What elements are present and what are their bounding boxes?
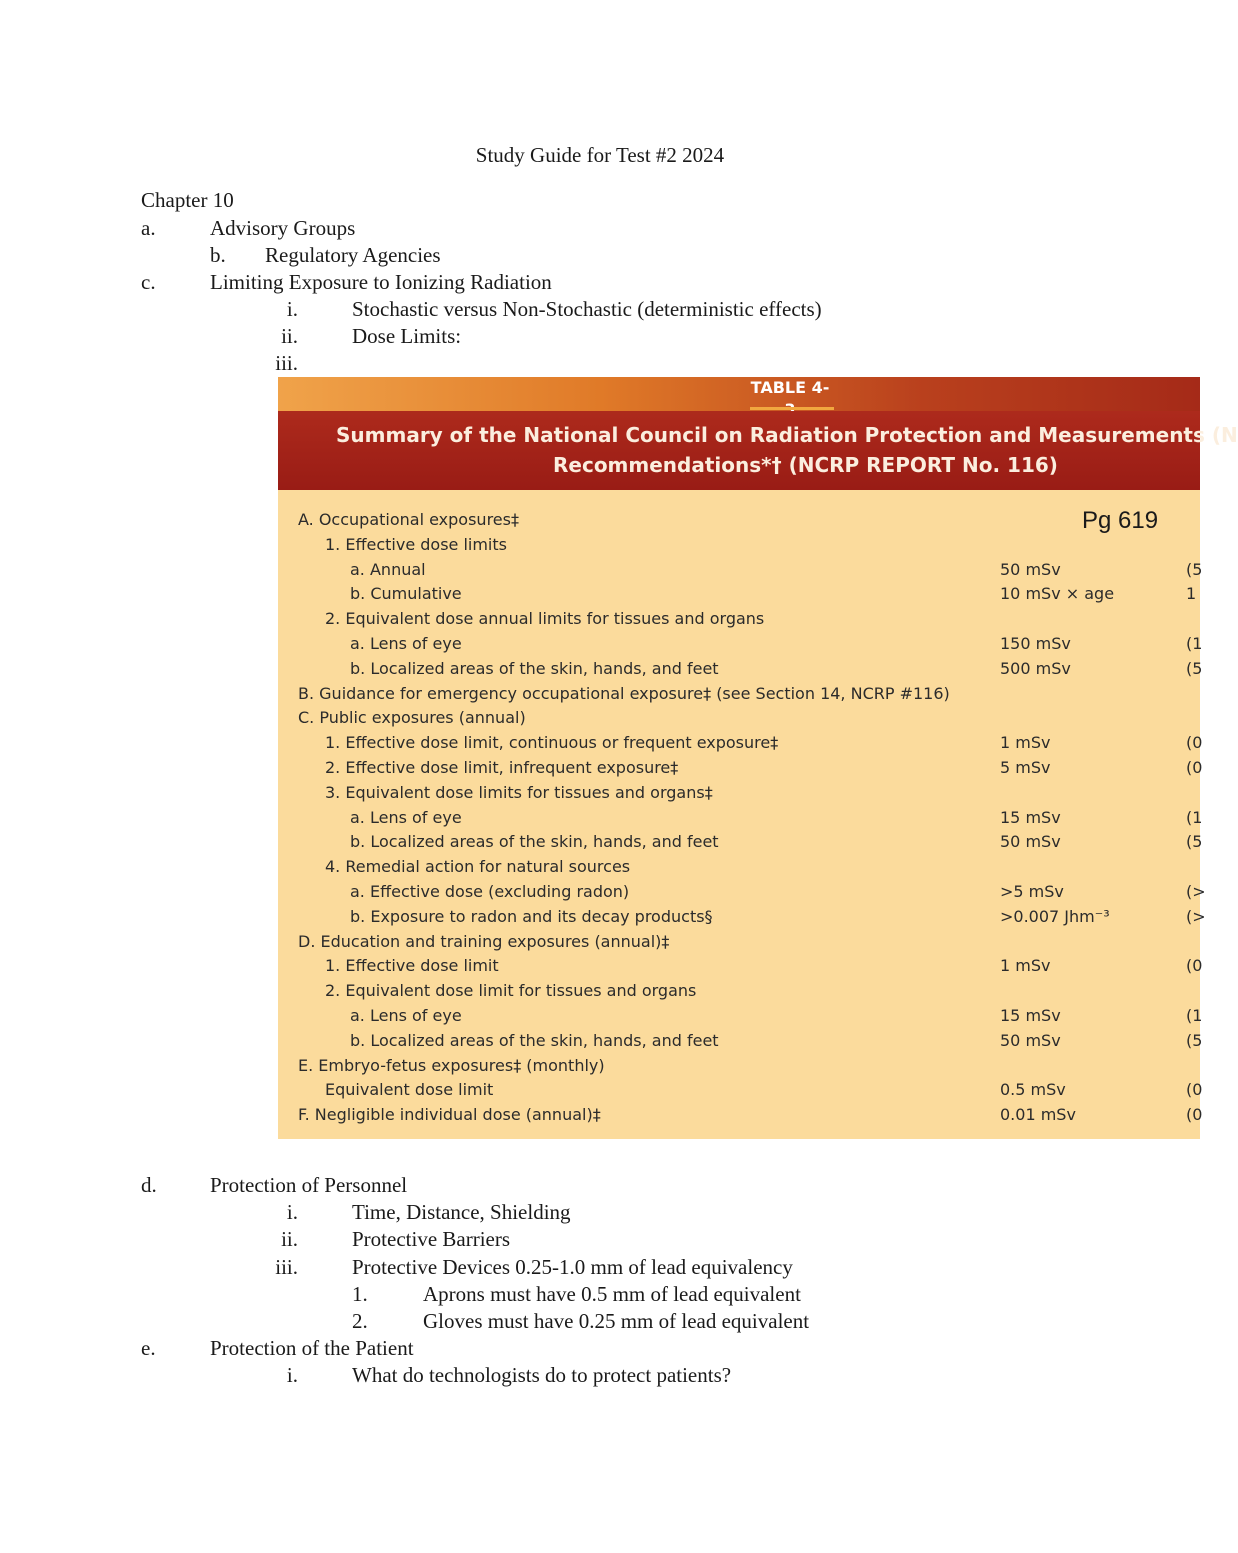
table-row (278, 607, 1200, 631)
list-marker: c. (141, 270, 156, 294)
table-row-label: 1. Effective dose limit, continuous or frequent exposure‡ (325, 733, 779, 753)
table-label-underline (750, 407, 834, 410)
table-row-label: C. Public exposures (annual) (298, 708, 526, 728)
table-row-value-secondary: (0 (1186, 733, 1203, 753)
table-row-value: 15 mSv (1000, 1006, 1061, 1025)
table-row (278, 855, 1200, 879)
list-marker: iii. (275, 351, 298, 375)
table-title-line-1: Summary of the National Council on Radiation Protection and Measurements (N (336, 423, 1238, 447)
list-marker: 1. (352, 1282, 368, 1306)
list-item: Protective Devices 0.25-1.0 mm of lead equivalency (352, 1255, 793, 1279)
table-row-label: 3. Equivalent dose limits for tissues and organs‡ (325, 782, 713, 802)
table-header (278, 411, 1238, 490)
table-row-value: 0.5 mSv (1000, 1080, 1066, 1100)
table-row-label: F. Negligible individual dose (annual)‡ (298, 1105, 601, 1125)
table-row-value-secondary: (1 (1186, 1006, 1203, 1025)
table-row-label: Equivalent dose limit (325, 1080, 494, 1100)
table-row (278, 706, 1200, 730)
table-row-label: a. Lens of eye (350, 807, 462, 827)
table-row-value-secondary: 1 (1186, 584, 1197, 604)
table-row (278, 806, 1203, 830)
page-reference-note: Pg 619 (1082, 507, 1159, 534)
list-item: Limiting Exposure to Ionizing Radiation (210, 270, 552, 294)
table-row-label: A. Occupational exposures‡ (298, 510, 519, 529)
table-row (278, 756, 1203, 780)
list-marker: iii. (275, 1255, 298, 1279)
table-row (278, 1004, 1203, 1028)
table-row (278, 582, 1200, 606)
table-row (278, 682, 1200, 706)
table-row (278, 1103, 1203, 1127)
table-row-value: 15 mSv (1000, 807, 1061, 827)
table-row (278, 880, 1206, 904)
table-row-value-secondary: (5 (1186, 658, 1203, 678)
list-item: Aprons must have 0.5 mm of lead equivalent (423, 1282, 801, 1306)
table-row-value: 10 mSv × age (1000, 584, 1115, 604)
table-row-value-secondary: (1 (1186, 634, 1203, 653)
table-row-label: B. Guidance for emergency occupational exposure‡ (see Section 14, NCRP #116) (298, 683, 950, 703)
table-row-value-secondary: (5 (1186, 1030, 1203, 1050)
table-row-label: E. Embryo-fetus exposures‡ (monthly) (298, 1055, 605, 1075)
list-marker: i. (286, 1363, 298, 1387)
table-row (278, 657, 1203, 681)
table-row (278, 533, 1200, 557)
table-title-line-2: Recommendations*† (NCRP REPORT No. 116) (553, 453, 1058, 477)
table-row-label: a. Annual (350, 559, 426, 579)
list-marker: d. (141, 1173, 157, 1197)
table-row-value: 1 mSv (1000, 733, 1051, 753)
list-marker: a. (141, 216, 156, 240)
table-row-value: 50 mSv (1000, 1030, 1061, 1050)
table-row (278, 905, 1206, 929)
table-row (278, 830, 1203, 854)
list-item: Time, Distance, Shielding (352, 1200, 571, 1224)
table-row-value-secondary: (> (1186, 906, 1206, 926)
table-row-label: b. Exposure to radon and its decay products§ (350, 906, 713, 926)
table-row (278, 1029, 1203, 1053)
table-row-value-secondary: (0 (1186, 758, 1203, 777)
table-row-label: a. Lens of eye (350, 1006, 462, 1025)
list-item: What do technologists do to protect patients? (352, 1363, 732, 1387)
list-item: Dose Limits: (352, 324, 462, 348)
table-row (278, 1054, 1200, 1078)
list-marker: 2. (352, 1309, 368, 1333)
table-row (278, 781, 1200, 805)
list-marker: ii. (281, 324, 298, 348)
table-banner (278, 377, 1200, 411)
list-item: Protective Barriers (352, 1227, 511, 1251)
table-row-value-secondary: (0 (1186, 1105, 1203, 1125)
table-row-label: 1. Effective dose limit (325, 956, 499, 976)
table-row (278, 979, 1200, 1003)
table-row-value: >0.007 Jhm⁻³ (1000, 906, 1110, 926)
table-row-value: 50 mSv (1000, 832, 1061, 852)
list-marker: i. (286, 1200, 298, 1224)
table-row-value-secondary: (> (1186, 882, 1206, 901)
ncrp-table-figure (278, 377, 1238, 1139)
table-row-label: b. Localized areas of the skin, hands, and feet (350, 658, 719, 678)
table-row-value-secondary: (0 (1186, 1080, 1203, 1100)
table-label: TABLE 4- (750, 378, 830, 397)
table-row-label: a. Lens of eye (350, 634, 462, 653)
list-item: Advisory Groups (210, 216, 356, 240)
table-row-value-secondary: (0 (1186, 956, 1203, 976)
list-item: Protection of Personnel (210, 1173, 408, 1197)
table-row-label: a. Effective dose (excluding radon) (350, 882, 630, 901)
table-row (278, 731, 1203, 755)
list-marker: b. (210, 243, 226, 267)
table-row-label: b. Localized areas of the skin, hands, and feet (350, 1030, 719, 1050)
table-row-label: D. Education and training exposures (annual)‡ (298, 931, 670, 951)
table-row (278, 558, 1203, 582)
table-row-label: 2. Equivalent dose annual limits for tissues and organs (325, 609, 765, 629)
list-marker: ii. (281, 1227, 298, 1251)
table-row (278, 1078, 1203, 1102)
table-row-value: 150 mSv (1000, 634, 1071, 653)
table-row-value-secondary: (5 (1186, 559, 1203, 579)
table-row-value: 5 mSv (1000, 758, 1051, 777)
table-row-label: 2. Equivalent dose limit for tissues and organs (325, 981, 697, 1001)
table-row-value: 50 mSv (1000, 559, 1061, 579)
list-item: Stochastic versus Non-Stochastic (deterministic effects) (352, 297, 822, 321)
list-item: Gloves must have 0.25 mm of lead equivalent (423, 1309, 810, 1333)
table-row-label: 4. Remedial action for natural sources (325, 857, 631, 877)
table-row-label: 1. Effective dose limits (325, 534, 507, 554)
table-row (278, 930, 1200, 954)
list-item: Protection of the Patient (210, 1336, 414, 1360)
table-row-label: 2. Effective dose limit, infrequent exposure‡ (325, 758, 679, 777)
table-row (278, 508, 1200, 532)
list-marker: e. (141, 1336, 156, 1360)
table-row-value-secondary: (5 (1186, 832, 1203, 852)
table-row-value-secondary: (1 (1186, 807, 1203, 827)
table-row-label: b. Cumulative (350, 584, 462, 604)
chapter-heading: Chapter 10 (141, 188, 234, 212)
table-row-value: 500 mSv (1000, 658, 1071, 678)
table-row-value: 1 mSv (1000, 956, 1051, 976)
table-row-value: >5 mSv (1000, 882, 1064, 901)
list-item: Regulatory Agencies (265, 243, 441, 267)
table-row (278, 632, 1203, 656)
page-title: Study Guide for Test #2 2024 (475, 143, 725, 167)
table-row-value: 0.01 mSv (1000, 1105, 1076, 1125)
table-row-label: b. Localized areas of the skin, hands, and feet (350, 832, 719, 852)
table-row (278, 954, 1203, 978)
list-marker: i. (286, 297, 298, 321)
